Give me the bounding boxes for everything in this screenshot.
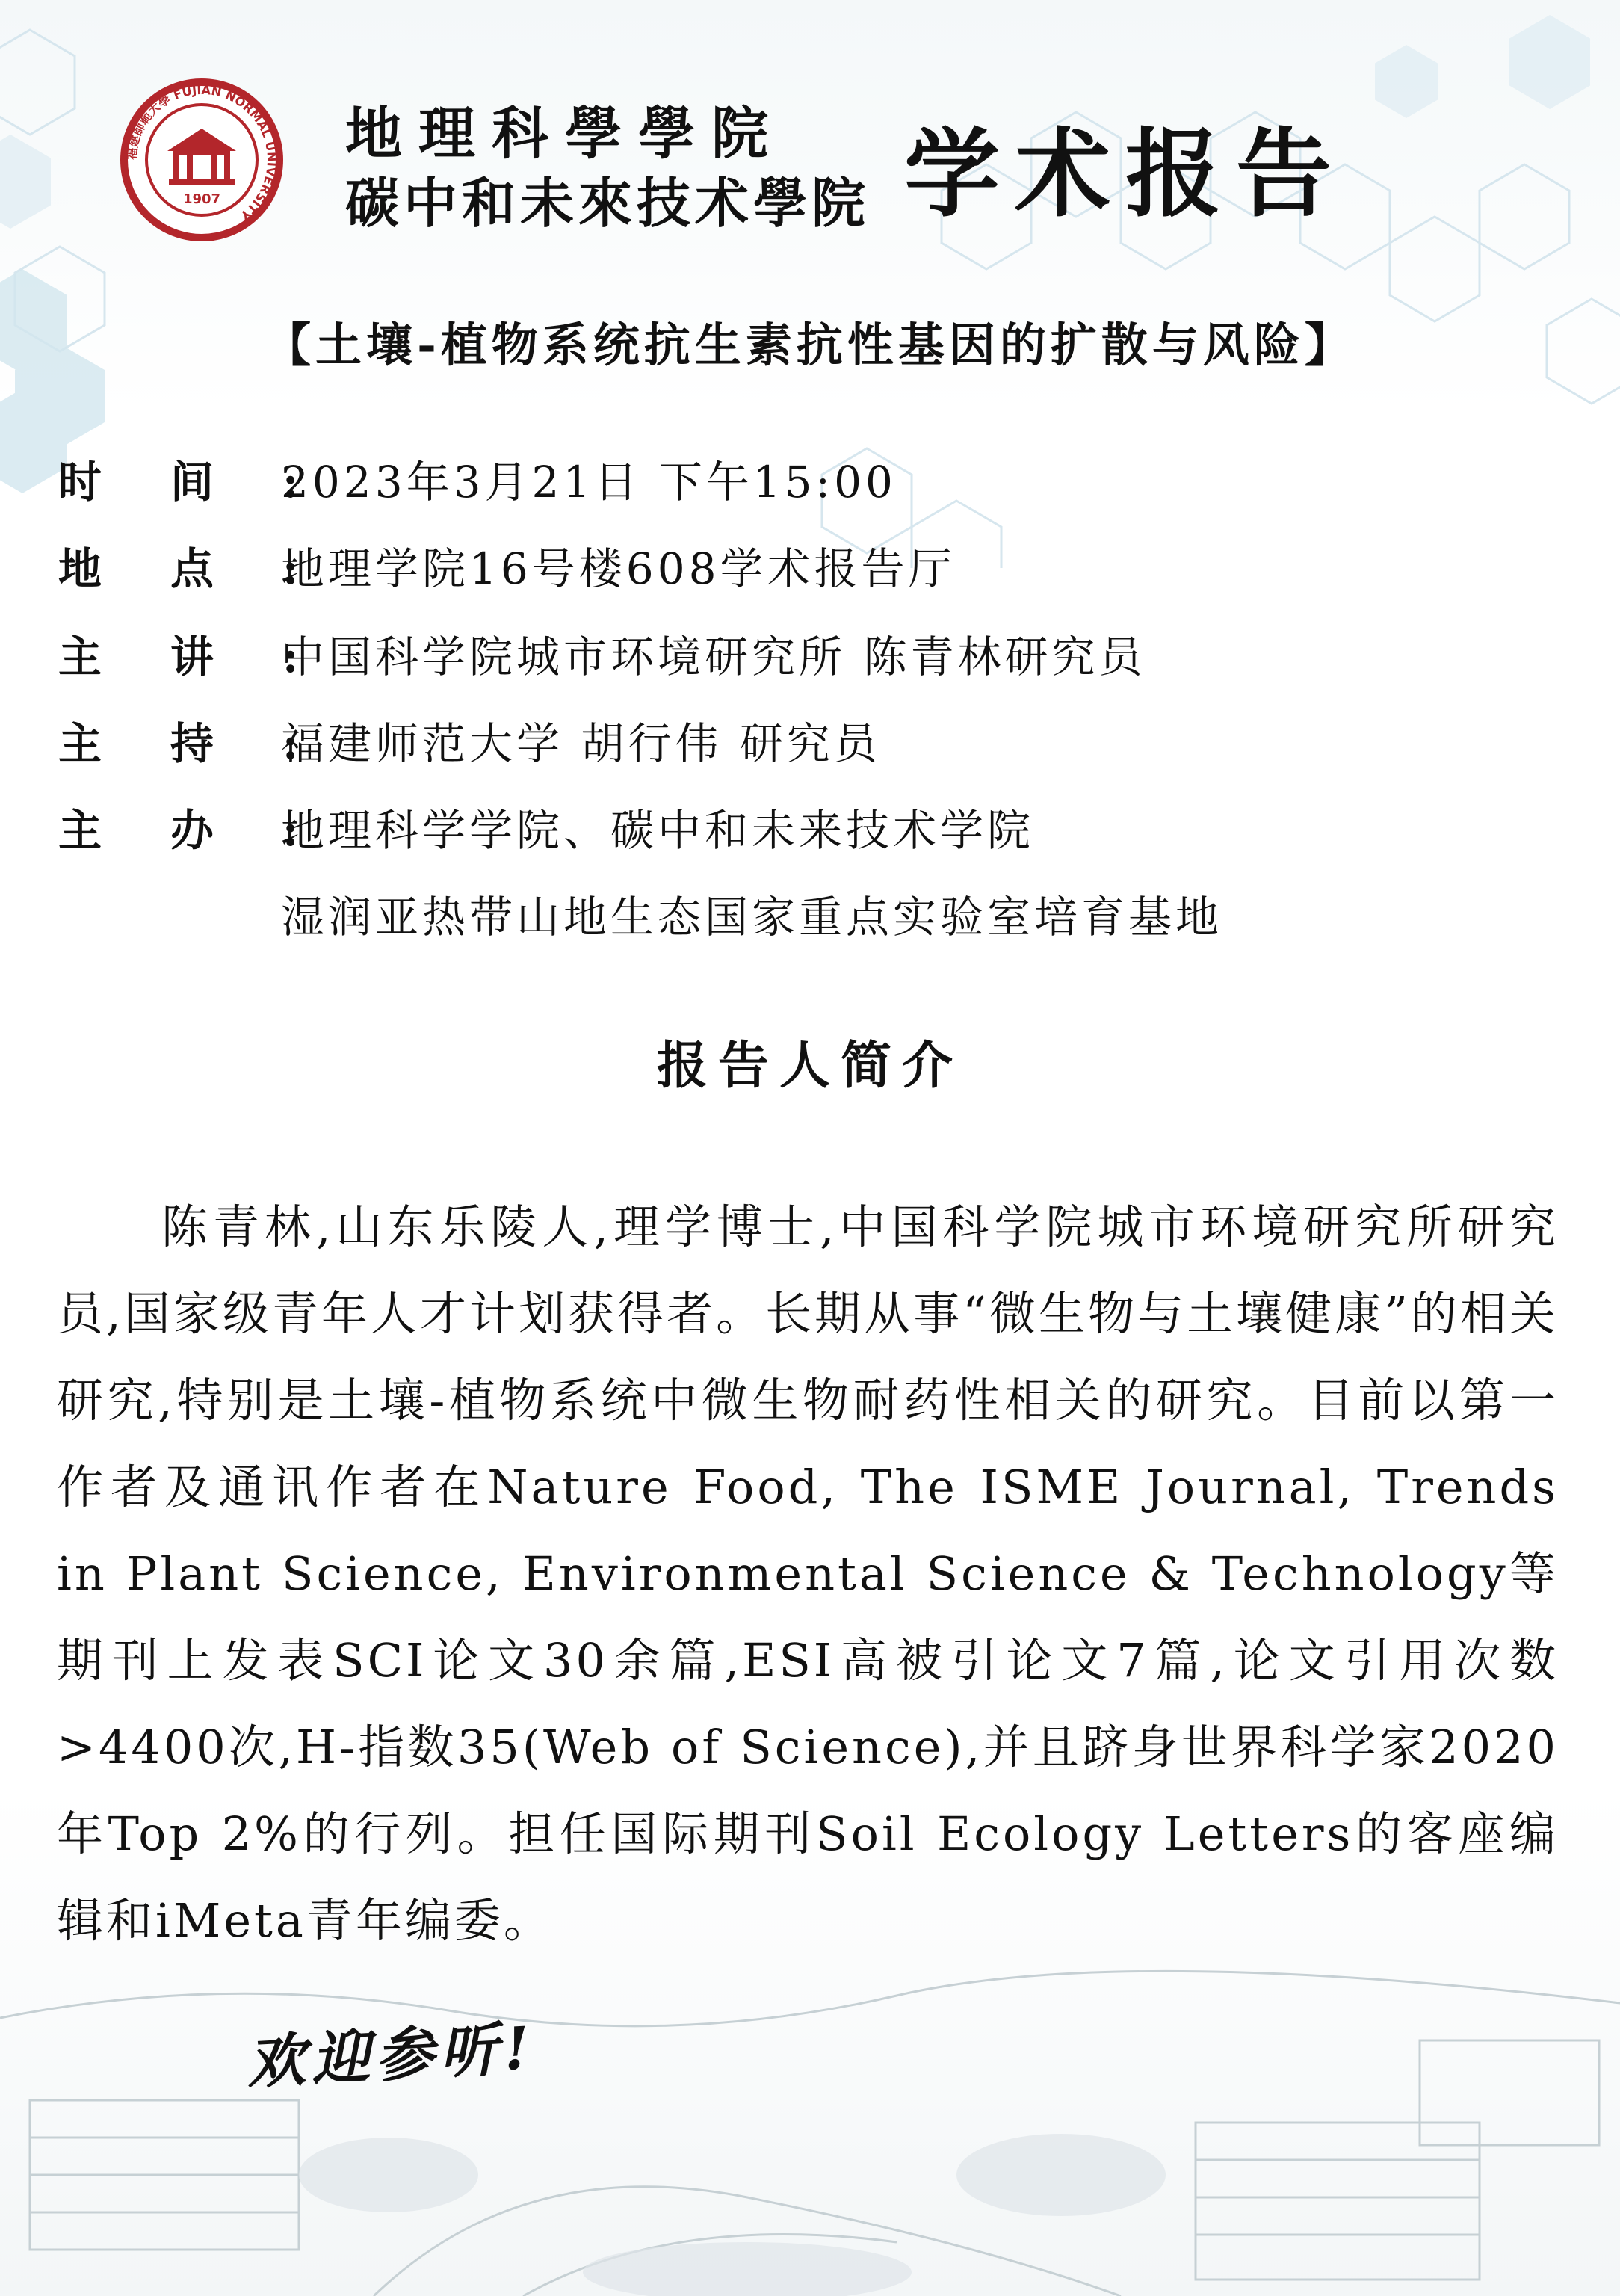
svg-text:1907: 1907 — [182, 191, 221, 207]
info-label-speaker: 主讲: — [58, 632, 368, 682]
info-label-organizer: 主办: — [58, 805, 368, 856]
campus-sketch-illustration — [0, 1928, 1620, 2296]
bio-heading: 报告人简介 — [656, 1036, 963, 1096]
info-value-time: 2023年3月21日 下午15:00 — [281, 457, 897, 507]
info-value-organizer2: 湿润亚热带山地生态国家重点实验室培育基地 — [281, 892, 1223, 942]
info-label-place: 地点: — [58, 543, 368, 594]
report-topic: 【土壤-植物系统抗生素抗性基因的扩散与风险】 — [265, 318, 1355, 372]
school-name-line1: 地理科學學院 — [345, 100, 785, 167]
info-value-host: 福建师范大学 胡行伟 研究员 — [281, 718, 881, 769]
welcome-message: 欢迎参听! — [245, 2013, 537, 2098]
info-value-organizer: 地理科学学院、碳中和未来技术学院 — [281, 805, 1035, 856]
info-label-host: 主持: — [58, 718, 368, 769]
info-value-speaker: 中国科学院城市环境研究所 陈青林研究员 — [281, 632, 1146, 682]
bio-paragraph: 陈青林,山东乐陵人,理学博士,中国科学院城市环境研究所研究员,国家级青年人才计划获得者。长期从事“微生物与土壤健康”的相关研究,特别是土壤-植物系统中微生物耐药性相关的研究。目前以第一作者及通讯作者在Nature Food, The ISME Journal, Trends in Plant Science, Environmental Science & Technology等期刊上发表SCI论文30余篇,ESI高被引论文7篇,论文引用次数>4400次,H-指数35(Web of Science),并且跻身世界科学家2020年Top 2%的行列。担任国际期刊Soil Ecology Letters的客座编辑和iMeta青年编委。 — [57, 1200, 1559, 1948]
svg-text:福建師範大學 FUJIAN NORMAL UNIVERSIT: 福建師範大學 FUJIAN NORMAL UNIVERSITY — [124, 82, 279, 223]
info-label-time: 时间: — [58, 457, 368, 507]
info-value-place: 地理学院16号楼608学术报告厅 — [281, 543, 956, 594]
report-kind-title: 学术报告 — [904, 118, 1347, 230]
university-seal-logo — [120, 78, 284, 242]
school-name-line2: 碳中和未來技术學院 — [345, 171, 871, 235]
